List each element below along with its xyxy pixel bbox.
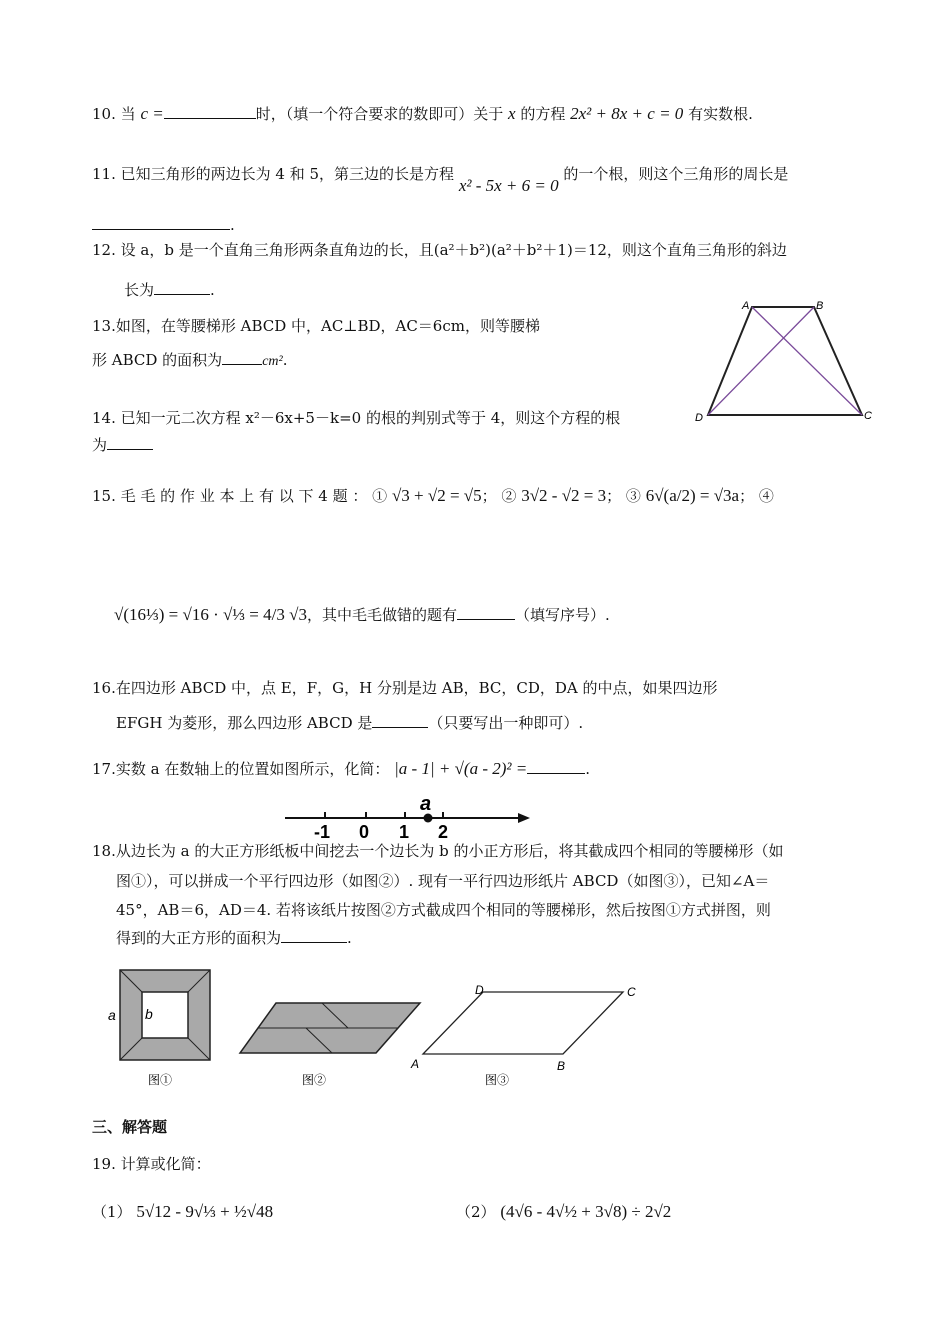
tick-label-1: 1 (399, 822, 410, 842)
expression-4: √(16⅓) = √16 · √⅓ = 4/3 √3 (114, 605, 307, 624)
section-title: 三、解答题 (92, 1118, 168, 1136)
answer-blank-16[interactable] (372, 713, 428, 728)
label-A: A (742, 300, 750, 312)
question-12-line2: 长为 . (124, 281, 215, 299)
expression-19-1: 5√12 - 9√⅓ + ½√48 (136, 1202, 274, 1221)
expression-17: |a - 1| + √(a - 2)² = (394, 759, 528, 778)
expression-19-2: (4√6 - 4√½ + 3√8) ÷ 2√2 (500, 1202, 672, 1221)
fig1-caption: 图① (148, 1073, 173, 1087)
label-D: D (695, 412, 703, 424)
question-12: 12. 设 a，b 是一个直角三角形两条直角边的长，且(a²＋b²)(a²＋b²＋1)＝12，则这个直角三角形的斜边 (92, 241, 787, 259)
fig3-caption: 图③ (485, 1073, 510, 1087)
fig1-label-a: a (108, 1007, 116, 1023)
question-13-line2: 形 ABCD 的面积为 cm². (92, 351, 288, 369)
question-16-line2: EFGH 为菱形，那么四边形 ABCD 是 （只要写出一种即可）. (116, 714, 584, 732)
question-18-line3: 45°，AB＝6，AD＝4. 若将该纸片按图②方式截成四个相同的等腰梯形，然后按图①方式拼图，则 (116, 901, 771, 919)
tick-label-neg1: -1 (314, 822, 331, 842)
expression-2: 3√2 - √2 = 3 (521, 486, 607, 505)
question-13: 13.如图，在等腰梯形 ABCD 中，AC⊥BD，AC＝6cm，则等腰梯 (92, 317, 540, 335)
answer-blank-15[interactable] (457, 605, 515, 620)
answer-blank-14[interactable] (107, 435, 153, 450)
answer-blank-11[interactable] (92, 215, 230, 230)
fig3-label-A: A (411, 1057, 420, 1071)
question-14-line2: 为 (92, 435, 153, 455)
question-19-part2: （2） (4√6 - 4√½ + 3√8) ÷ 2√2 (456, 1202, 672, 1221)
tick-label-0: 0 (359, 822, 370, 842)
answer-blank-17[interactable] (527, 759, 585, 774)
question-19: 19. 计算或化简： (92, 1155, 211, 1173)
c-variable: c = (140, 104, 164, 123)
answer-blank-13[interactable] (222, 350, 262, 365)
label-C: C (864, 410, 872, 422)
answer-blank-10[interactable] (164, 104, 256, 119)
question-15: 15. 毛 毛 的 作 业 本 上 有 以 下 4 题 ： ① √3 + √2 = √5； ② 3√2 - √2 = 3； ③ 6√(a/2) = √3a； ④ (92, 486, 774, 505)
expression-1: √3 + √2 = √5 (391, 486, 482, 505)
fig2-caption: 图② (302, 1073, 327, 1087)
fig3-label-B: B (557, 1059, 566, 1073)
question-18-line2: 图①），可以拼成一个平行四边形（如图②）. 现有一平行四边形纸片 ABCD（如图③），已知∠A＝ (116, 872, 770, 890)
question-18-line4: 得到的大正方形的面积为 . (116, 929, 352, 947)
figure-3 (405, 978, 645, 1090)
question-15-line2: √(16⅓) = √16 · √⅓ = 4/3 √3，其中毛毛做错的题有 （填写序号）. (114, 605, 610, 624)
answer-blank-12[interactable] (154, 280, 210, 295)
fig3-label-C: C (627, 985, 636, 999)
figure-1 (100, 962, 220, 1092)
question-17: 17.实数 a 在数轴上的位置如图所示，化简： |a - 1| + √(a - 2)² = . (92, 759, 591, 778)
question-16: 16.在四边形 ABCD 中，点 E，F，G，H 分别是边 AB，BC，CD，DA 的中点，如果四边形 (92, 679, 718, 697)
question-11: 11. 已知三角形的两边长为 4 和 5，第三边的长是方程 x² - 5x + 6 = 0 的一个根，则这个三角形的周长是 (92, 165, 789, 195)
fig3-label-D: D (475, 983, 484, 997)
equation-11: x² - 5x + 6 = 0 (458, 176, 559, 195)
equation-10: 2x² + 8x + c = 0 (570, 104, 684, 123)
label-B: B (816, 300, 824, 312)
expression-3: 6√(a/2) = √3a (645, 486, 740, 505)
question-11-answer: . (92, 215, 235, 235)
point-a-label: a (420, 793, 432, 815)
question-18: 18.从边长为 a 的大正方形纸板中间挖去一个边长为 b 的小正方形后，将其截成四个相同的等腰梯形（如 (92, 842, 784, 860)
question-14: 14. 已知一元二次方程 x²－6x+5－k=0 的根的判别式等于 4，则这个方程的根 (92, 409, 621, 427)
question-10: 10. 当 c = 时，（填一个符合要求的数即可）关于 x 的方程 2x² + 8x + c = 0 有实数根. (92, 104, 753, 123)
figure-2 (232, 995, 432, 1095)
answer-blank-18[interactable] (281, 928, 347, 943)
question-19-part1: （1） 5√12 - 9√⅓ + ½√48 (92, 1202, 274, 1221)
tick-label-2: 2 (438, 822, 449, 842)
trapezoid-figure (690, 295, 880, 425)
fig1-label-b: b (145, 1006, 153, 1022)
number-line (280, 790, 540, 842)
